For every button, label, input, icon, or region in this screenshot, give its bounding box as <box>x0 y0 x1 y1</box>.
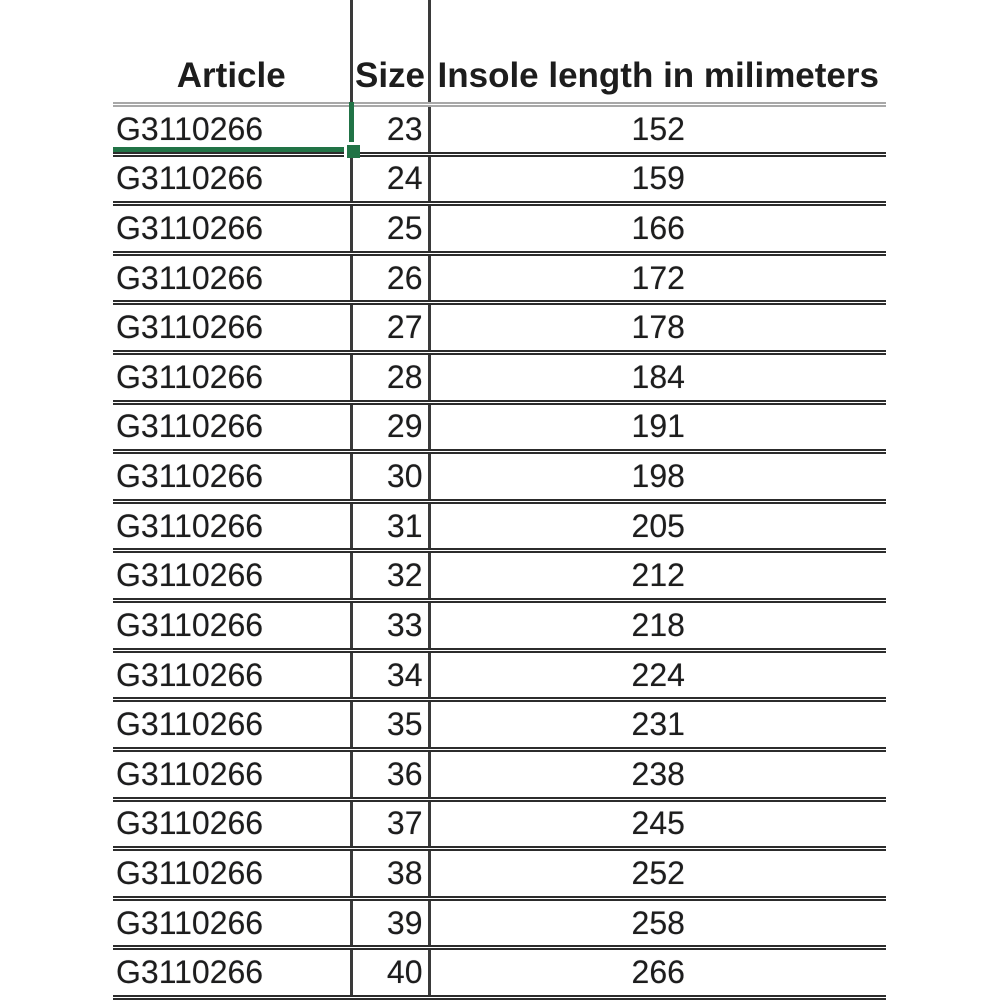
insole-length-cell[interactable]: 205 <box>631 507 685 544</box>
insole-length-cell[interactable]: 178 <box>631 309 685 346</box>
fill-handle[interactable] <box>347 145 360 158</box>
table-row <box>113 749 886 799</box>
table-row <box>113 353 886 403</box>
size-cell[interactable]: 33 <box>351 601 429 651</box>
article-cell[interactable]: G3110266 <box>113 749 351 799</box>
insole-length-cell[interactable]: 191 <box>631 408 685 445</box>
table-row <box>113 551 886 601</box>
table-row <box>113 105 886 155</box>
article-cell[interactable]: G3110266 <box>113 501 351 551</box>
size-cell[interactable]: 24 <box>351 154 429 204</box>
size-cell[interactable]: 27 <box>351 303 429 353</box>
table-row <box>113 402 886 452</box>
table-row <box>113 601 886 651</box>
size-cell[interactable]: 35 <box>351 700 429 750</box>
insole-length-cell[interactable]: 198 <box>631 458 685 495</box>
size-column-header[interactable]: Size <box>351 0 429 105</box>
table-row <box>113 799 886 849</box>
table-row <box>113 700 886 750</box>
size-cell[interactable]: 31 <box>351 501 429 551</box>
article-cell[interactable]: G3110266 <box>113 353 351 403</box>
insole-length-column-header[interactable]: Insole length in milimeters <box>437 56 879 95</box>
article-cell[interactable]: G3110266 <box>113 849 351 899</box>
size-cell[interactable]: 26 <box>351 253 429 303</box>
table-row <box>113 650 886 700</box>
article-cell[interactable]: G3110266 <box>113 700 351 750</box>
size-cell[interactable]: 37 <box>351 799 429 849</box>
article-cell[interactable]: G3110266 <box>113 303 351 353</box>
table-row <box>113 501 886 551</box>
article-cell[interactable]: G3110266 <box>113 253 351 303</box>
article-cell[interactable]: G3110266 <box>113 154 351 204</box>
article-column-header[interactable]: Article <box>113 0 351 105</box>
size-cell[interactable]: 25 <box>351 204 429 254</box>
insole-length-cell[interactable]: 152 <box>631 110 685 147</box>
article-cell[interactable]: G3110266 <box>113 799 351 849</box>
insole-length-cell[interactable]: 159 <box>631 160 685 197</box>
article-cell[interactable]: G3110266 <box>113 650 351 700</box>
table-body <box>113 105 886 998</box>
article-cell[interactable]: G3110266 <box>113 204 351 254</box>
size-cell[interactable]: 40 <box>351 948 429 998</box>
size-cell[interactable]: 39 <box>351 898 429 948</box>
article-cell[interactable]: G3110266 <box>113 452 351 502</box>
insole-length-cell[interactable]: 184 <box>631 358 685 395</box>
insole-length-cell[interactable]: 212 <box>631 557 685 594</box>
insole-length-cell[interactable]: 266 <box>631 954 685 991</box>
insole-length-cell[interactable]: 258 <box>631 904 685 941</box>
table-row <box>113 204 886 254</box>
size-cell[interactable]: 32 <box>351 551 429 601</box>
size-cell[interactable]: 23 <box>351 105 429 155</box>
table-row <box>113 452 886 502</box>
table-row <box>113 303 886 353</box>
article-cell[interactable]: G3110266 <box>113 402 351 452</box>
article-cell[interactable]: G3110266 <box>113 601 351 651</box>
table-row <box>113 849 886 899</box>
insole-length-cell[interactable]: 238 <box>631 755 685 792</box>
size-cell[interactable]: 34 <box>351 650 429 700</box>
article-cell[interactable]: G3110266 <box>113 551 351 601</box>
table-row <box>113 898 886 948</box>
article-cell[interactable]: G3110266 <box>113 898 351 948</box>
spreadsheet-table <box>113 0 886 1000</box>
article-cell[interactable]: G3110266 <box>113 105 351 155</box>
insole-length-cell[interactable]: 218 <box>631 606 685 643</box>
insole-length-cell[interactable]: 252 <box>631 854 685 891</box>
insole-length-cell[interactable]: 172 <box>631 259 685 296</box>
table-row <box>113 253 886 303</box>
insole-length-cell[interactable]: 166 <box>631 210 685 247</box>
insole-length-cell[interactable]: 245 <box>631 805 685 842</box>
article-cell[interactable]: G3110266 <box>113 948 351 998</box>
insole-length-cell[interactable]: 224 <box>631 656 685 693</box>
size-cell[interactable]: 38 <box>351 849 429 899</box>
size-cell[interactable]: 30 <box>351 452 429 502</box>
table-row <box>113 948 886 998</box>
header-row <box>113 0 886 105</box>
table-row <box>113 154 886 204</box>
size-cell[interactable]: 29 <box>351 402 429 452</box>
size-cell[interactable]: 28 <box>351 353 429 403</box>
size-cell[interactable]: 36 <box>351 749 429 799</box>
insole-length-cell[interactable]: 231 <box>631 706 685 743</box>
